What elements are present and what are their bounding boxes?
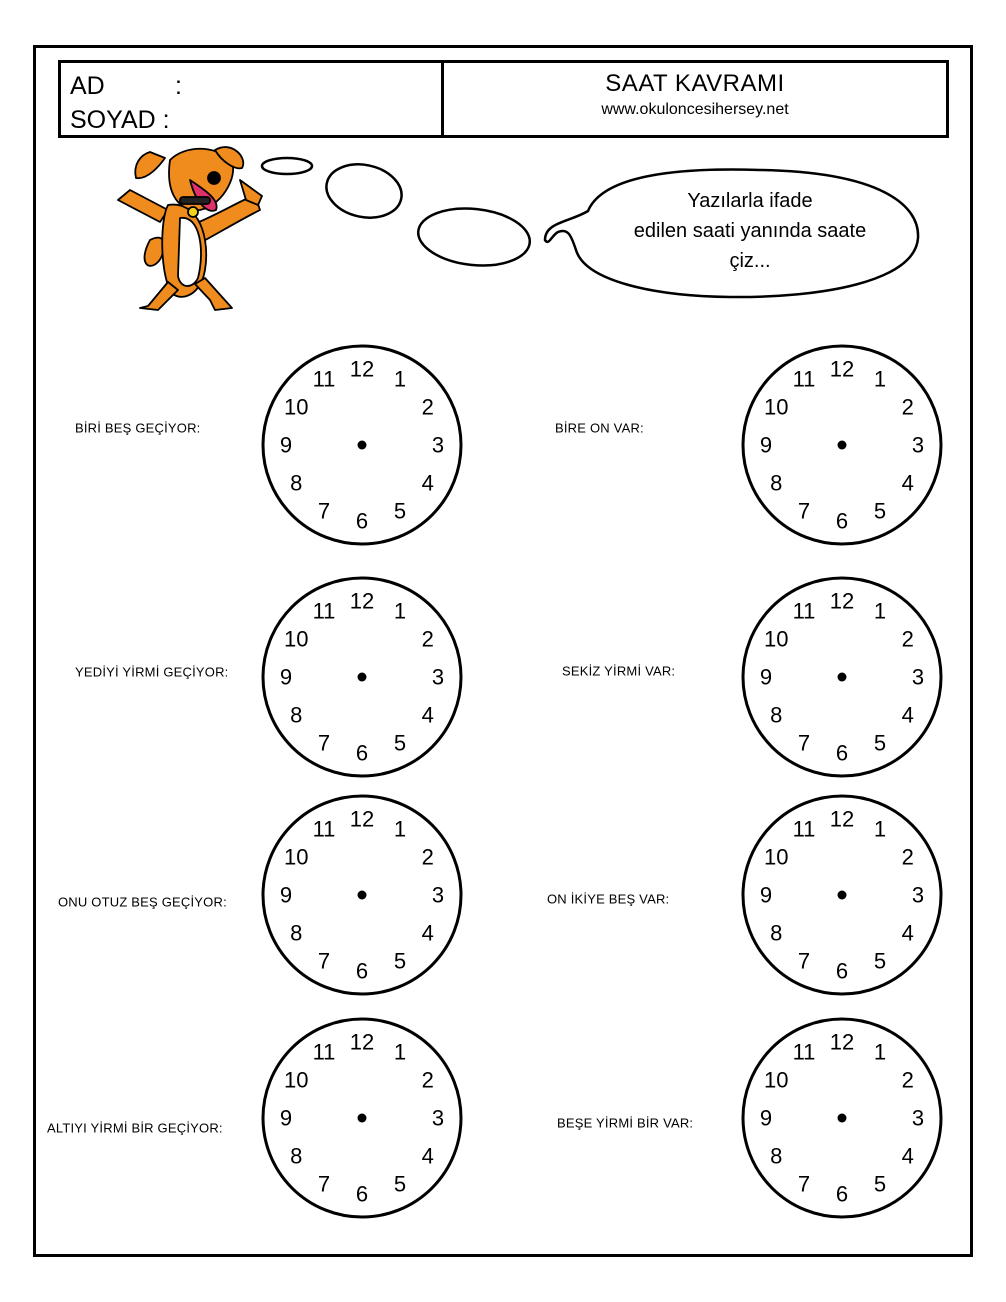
exercise-label-3: YEDİYİ YİRMİ GEÇİYOR: [75, 664, 229, 680]
clock-number: 8 [770, 920, 783, 946]
clock-number: 12 [349, 588, 375, 614]
clock-number: 5 [873, 498, 887, 524]
clock-number: 1 [873, 816, 887, 842]
speech-line-2: edilen saati yanında saate [633, 220, 867, 242]
dog-illustration [118, 147, 262, 310]
clock-number: 8 [290, 1143, 303, 1169]
clock-number: 3 [431, 664, 445, 690]
clock-number: 12 [349, 1029, 375, 1055]
clock-number: 7 [317, 948, 331, 974]
clock-number: 8 [290, 702, 303, 728]
clock-number: 2 [421, 394, 434, 420]
clock-number: 5 [873, 1171, 887, 1197]
clock-number: 3 [911, 1105, 925, 1131]
clock-number: 3 [431, 1105, 445, 1131]
exercise-label-1: BİRİ BEŞ GEÇİYOR: [75, 420, 201, 436]
clock-number: 8 [770, 702, 783, 728]
clock-number: 11 [312, 1039, 336, 1065]
clock-center-dot [358, 891, 367, 900]
clock-number: 6 [355, 740, 369, 766]
clock-number: 4 [421, 1143, 434, 1169]
exercise-label-5: ONU OTUZ BEŞ GEÇİYOR: [58, 894, 227, 910]
speech-line-1: Yazılarla ifade [687, 190, 813, 212]
clock-number: 7 [797, 948, 811, 974]
clock-number: 5 [873, 948, 887, 974]
thought-bubble-medium [321, 158, 406, 225]
clock-number: 1 [873, 598, 887, 624]
clock-number: 4 [901, 702, 914, 728]
clock-center-dot [838, 891, 847, 900]
thought-bubble-large [415, 203, 532, 270]
clock-number: 9 [279, 882, 293, 908]
clock-number: 5 [873, 730, 887, 756]
exercise-label-7: ALTIYI YİRMİ BİR GEÇİYOR: [47, 1120, 223, 1136]
clock-number: 6 [355, 1181, 369, 1207]
clock-number: 11 [312, 598, 336, 624]
exercise-label-2: BİRE ON VAR: [555, 420, 644, 436]
exercise-label-8: BEŞE YİRMİ BİR VAR: [557, 1115, 694, 1131]
clock-number: 5 [393, 1171, 407, 1197]
clock-number: 6 [355, 508, 369, 534]
clock-number: 8 [290, 920, 303, 946]
page-title: SAAT KAVRAMI [605, 70, 785, 97]
clock-number: 4 [901, 920, 914, 946]
clock-number: 6 [835, 508, 849, 534]
clock-number: 10 [283, 394, 309, 420]
exercise-label-6: ON İKİYE BEŞ VAR: [547, 891, 670, 907]
thought-bubble-small [262, 158, 312, 174]
clock-number: 8 [770, 470, 783, 496]
clock-number: 6 [355, 958, 369, 984]
clock-number: 10 [763, 844, 789, 870]
clock-number: 9 [759, 432, 773, 458]
clock-number: 6 [835, 1181, 849, 1207]
clock-number: 7 [797, 1171, 811, 1197]
clock-number: 11 [792, 598, 816, 624]
clock-number: 1 [873, 1039, 887, 1065]
clock-number: 4 [901, 470, 914, 496]
clock-number: 3 [911, 432, 925, 458]
clock-face-1[interactable] [263, 346, 461, 544]
clock-number: 8 [770, 1143, 783, 1169]
clock-number: 10 [763, 626, 789, 652]
clock-number: 6 [835, 740, 849, 766]
thought-bubbles [262, 158, 533, 271]
clock-number: 1 [393, 816, 407, 842]
clock-face-6[interactable] [743, 796, 941, 994]
clock-number: 3 [911, 664, 925, 690]
clock-face-7[interactable] [263, 1019, 461, 1217]
clock-number: 5 [393, 730, 407, 756]
website-url: www.okuloncesihersey.net [601, 101, 789, 118]
exercise-label-4: SEKİZ YİRMİ VAR: [562, 663, 676, 679]
clock-center-dot [838, 673, 847, 682]
clock-number: 10 [283, 1067, 309, 1093]
clock-number: 9 [279, 432, 293, 458]
clock-number: 12 [349, 806, 375, 832]
clock-center-dot [358, 1114, 367, 1123]
clock-number: 4 [421, 470, 434, 496]
clock-number: 10 [283, 626, 309, 652]
clock-number: 10 [283, 844, 309, 870]
clock-number: 3 [431, 882, 445, 908]
clock-face-2[interactable] [743, 346, 941, 544]
clock-number: 9 [759, 882, 773, 908]
clock-number: 1 [393, 1039, 407, 1065]
clock-number: 11 [312, 366, 336, 392]
clock-number: 12 [349, 356, 375, 382]
name-colon: : [175, 72, 182, 100]
clock-number: 1 [393, 366, 407, 392]
name-label: AD [70, 72, 105, 100]
clock-number: 5 [393, 948, 407, 974]
clock-center-dot [838, 1114, 847, 1123]
surname-label: SOYAD : [70, 106, 170, 134]
speech-bubble-text [585, 186, 915, 276]
clock-number: 2 [901, 844, 914, 870]
clock-number: 12 [829, 806, 855, 832]
clock-number: 4 [421, 920, 434, 946]
clock-number: 2 [901, 1067, 914, 1093]
clock-number: 7 [797, 498, 811, 524]
clock-number: 3 [911, 882, 925, 908]
clock-face-5[interactable] [263, 796, 461, 994]
speech-line-3: çiz... [729, 250, 771, 272]
clock-number: 12 [829, 588, 855, 614]
clock-face-8[interactable] [743, 1019, 941, 1217]
clock-number: 11 [312, 816, 336, 842]
clock-number: 12 [829, 1029, 855, 1055]
clock-number: 2 [421, 1067, 434, 1093]
clock-number: 9 [759, 664, 773, 690]
clock-number: 7 [317, 498, 331, 524]
clock-center-dot [358, 441, 367, 450]
clock-number: 9 [279, 664, 293, 690]
clock-number: 2 [421, 844, 434, 870]
clock-layer [263, 346, 941, 1217]
clock-number: 10 [763, 1067, 789, 1093]
clock-number: 9 [279, 1105, 293, 1131]
clock-number: 11 [792, 816, 816, 842]
clock-number: 7 [317, 730, 331, 756]
clock-number: 10 [763, 394, 789, 420]
clock-number: 9 [759, 1105, 773, 1131]
clock-number: 2 [421, 626, 434, 652]
clock-number: 1 [393, 598, 407, 624]
clock-number: 11 [792, 1039, 816, 1065]
clock-face-4[interactable] [743, 578, 941, 776]
clock-number: 2 [901, 394, 914, 420]
clock-number: 12 [829, 356, 855, 382]
clock-number: 3 [431, 432, 445, 458]
clock-number: 2 [901, 626, 914, 652]
clock-center-dot [358, 673, 367, 682]
clock-center-dot [838, 441, 847, 450]
clock-face-3[interactable] [263, 578, 461, 776]
clock-number: 11 [792, 366, 816, 392]
clock-number: 4 [901, 1143, 914, 1169]
clock-number: 6 [835, 958, 849, 984]
clock-number: 7 [797, 730, 811, 756]
clock-number: 1 [873, 366, 887, 392]
clock-number: 7 [317, 1171, 331, 1197]
clock-number: 5 [393, 498, 407, 524]
clock-number: 4 [421, 702, 434, 728]
clock-number: 8 [290, 470, 303, 496]
